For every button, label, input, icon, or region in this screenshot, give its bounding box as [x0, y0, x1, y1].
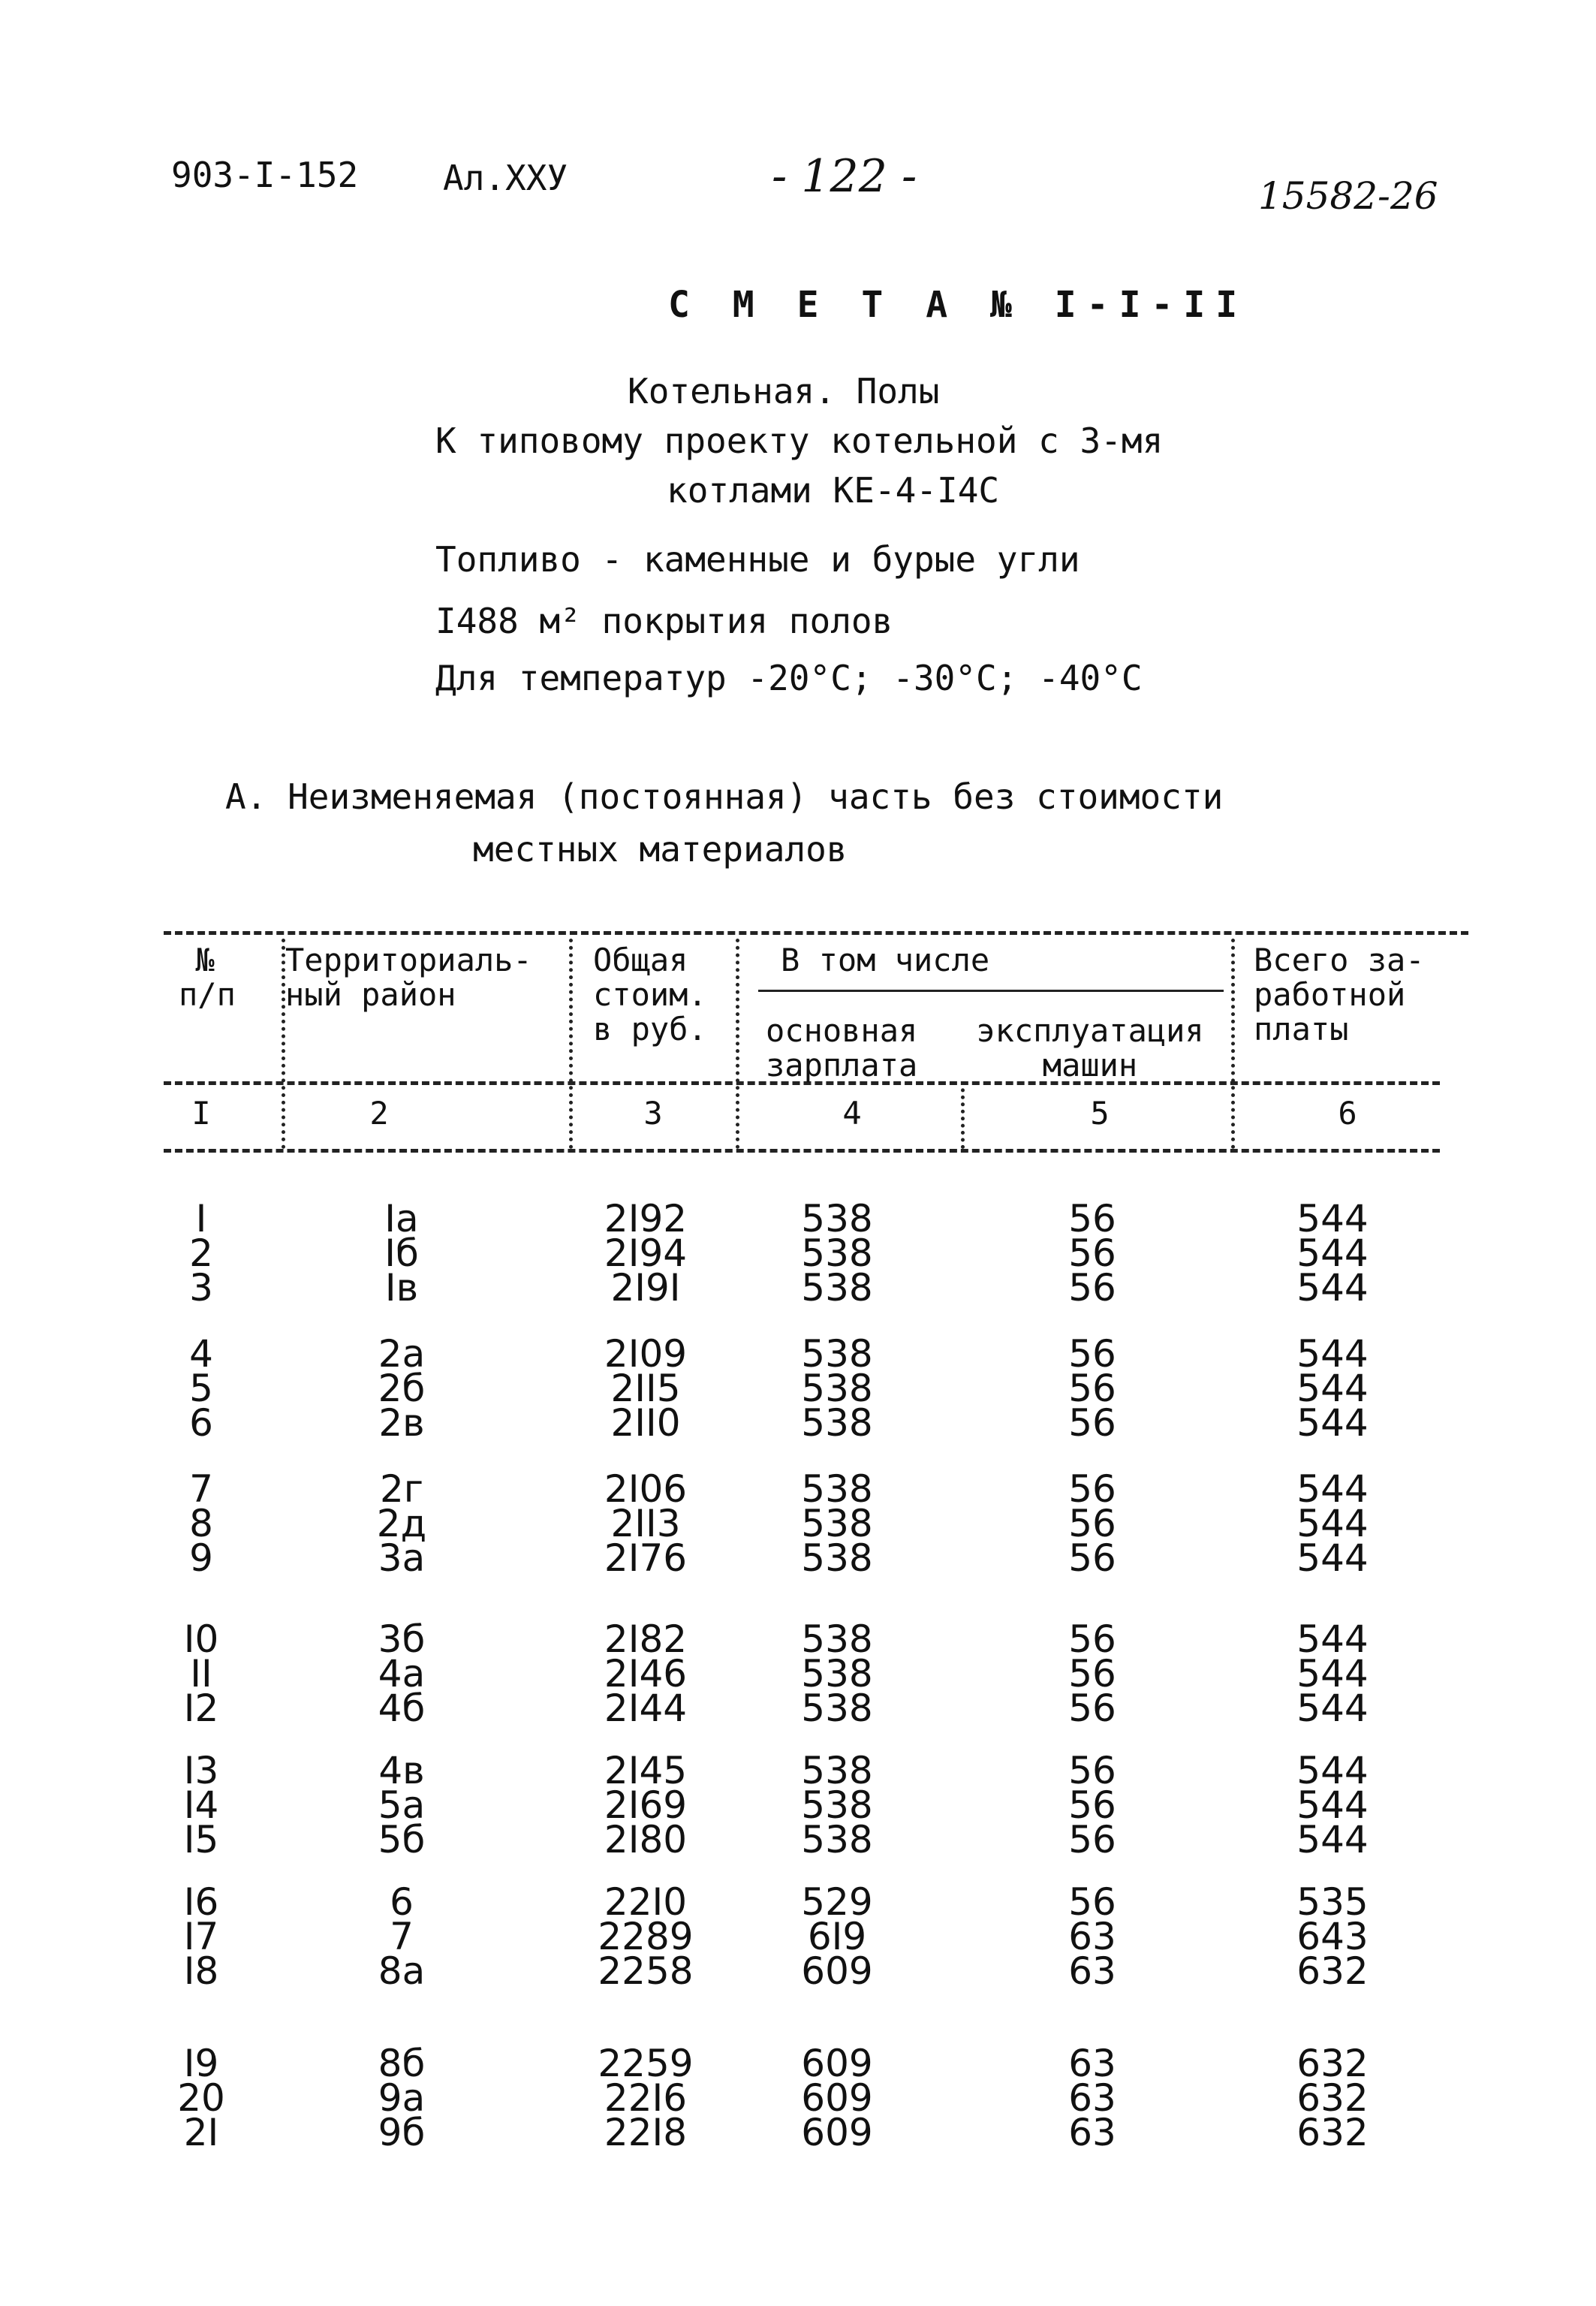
- table-row-value: 544: [1296, 1467, 1369, 1511]
- table-row-value: 544: [1296, 1652, 1369, 1696]
- table-row-value: 9б: [378, 2111, 426, 2154]
- table-row-value: 63: [1068, 1915, 1116, 1958]
- cell-region: [338, 2042, 465, 2154]
- section-heading-cont: местных материалов: [473, 829, 848, 870]
- cell-row-number: [164, 1332, 239, 1445]
- table-row-value: 56: [1068, 1502, 1116, 1545]
- table-row-value: 2II3: [610, 1502, 681, 1545]
- table-row-value: 2а: [378, 1332, 426, 1376]
- cell-base-wage: [781, 1880, 893, 1993]
- cell-total-pay: [1276, 1197, 1389, 1310]
- table-row-value: 609: [801, 2076, 873, 2120]
- cell-total-pay: [1276, 2042, 1389, 2154]
- column-numbers-rule: [164, 1149, 1440, 1153]
- table-row-value: 538: [801, 1687, 873, 1730]
- table-row-value: 2I44: [604, 1687, 688, 1730]
- table-row-value: 2II0: [610, 1401, 681, 1445]
- cell-machine-operation: [1036, 1197, 1149, 1310]
- table-row-value: 56: [1068, 1266, 1116, 1310]
- cell-region: [338, 1617, 465, 1730]
- table-row-value: 2г: [379, 1467, 424, 1511]
- table-row-value: 56: [1068, 1536, 1116, 1580]
- table-row-value: 4: [189, 1332, 213, 1376]
- table-row-value: 63: [1068, 2042, 1116, 2085]
- table-row-value: 544: [1296, 1401, 1369, 1445]
- table-row-value: 5б: [378, 1818, 426, 1861]
- table-row-value: I0: [183, 1617, 219, 1661]
- table-row-value: 2I94: [604, 1231, 688, 1275]
- table-row-value: 2II5: [610, 1367, 681, 1410]
- cell-region: [338, 1197, 465, 1310]
- table-row-value: 544: [1296, 1231, 1369, 1275]
- table-row-value: I2: [183, 1687, 219, 1730]
- table-row-value: 632: [1296, 1949, 1369, 1993]
- table-row-value: 4в: [378, 1749, 425, 1792]
- table-row-value: 3а: [378, 1536, 426, 1580]
- column-number: 5: [1090, 1095, 1110, 1132]
- column-number: I: [191, 1095, 211, 1132]
- table-row-value: 538: [801, 1502, 873, 1545]
- table-row-value: 56: [1068, 1783, 1116, 1827]
- cell-row-number: [164, 1749, 239, 1861]
- table-row-value: 63: [1068, 1949, 1116, 1993]
- table-row-value: 2I92: [604, 1197, 688, 1240]
- table-row-value: 56: [1068, 1231, 1116, 1275]
- section-heading: А. Неизменяемая (постоянная) часть без стоимости: [225, 776, 1224, 817]
- table-row-value: 4а: [378, 1652, 426, 1696]
- table-row-value: 5а: [378, 1783, 426, 1827]
- cell-base-wage: [781, 1332, 893, 1445]
- table-row-value: 22I8: [604, 2111, 688, 2154]
- table-row-value: 609: [801, 2042, 873, 2085]
- table-row-value: 2: [189, 1231, 213, 1275]
- cell-region: [338, 1880, 465, 1993]
- header-base-wage: основная зарплата: [766, 1012, 918, 1084]
- table-row-value: 538: [801, 1617, 873, 1661]
- table-row-value: 544: [1296, 1197, 1369, 1240]
- column-number: 6: [1338, 1095, 1357, 1132]
- table-row-value: 2I9I: [610, 1266, 681, 1310]
- table-row-value: 56: [1068, 1332, 1116, 1376]
- table-row-value: 544: [1296, 1617, 1369, 1661]
- cell-row-number: [164, 1880, 239, 1993]
- table-row-value: 538: [801, 1401, 873, 1445]
- table-row-value: 63: [1068, 2076, 1116, 2120]
- table-row-value: 544: [1296, 1749, 1369, 1792]
- table-row-value: 56: [1068, 1749, 1116, 1792]
- table-row-value: 56: [1068, 1687, 1116, 1730]
- table-row-value: 2I: [183, 2111, 219, 2154]
- table-row-value: 544: [1296, 1502, 1369, 1545]
- sheet-code: 15582-26: [1258, 174, 1438, 218]
- table-row-value: 20: [177, 2076, 225, 2120]
- table-row-value: 56: [1068, 1467, 1116, 1511]
- group-header-rule: [758, 990, 1224, 992]
- table-row-value: 609: [801, 1949, 873, 1993]
- table-row-value: 8: [189, 1502, 213, 1545]
- table-row-value: 2258: [598, 1949, 694, 1993]
- table-row-value: 538: [801, 1467, 873, 1511]
- cell-base-wage: [781, 1617, 893, 1730]
- table-row-value: 6I9: [807, 1915, 867, 1958]
- cell-total-cost: [578, 1197, 713, 1310]
- cell-total-pay: [1276, 1467, 1389, 1580]
- page-number: - 122 -: [772, 150, 917, 203]
- table-row-value: 538: [801, 1367, 873, 1410]
- table-row-value: I3: [183, 1749, 219, 1792]
- table-row-value: 9: [189, 1536, 213, 1580]
- table-row-value: 2I46: [604, 1652, 688, 1696]
- cell-total-cost: [578, 1880, 713, 1993]
- estimate-title: С М Е Т А № I-I-II: [668, 284, 1248, 326]
- table-row-value: 3б: [378, 1617, 426, 1661]
- table-row-value: 544: [1296, 1266, 1369, 1310]
- cell-total-cost: [578, 1332, 713, 1445]
- table-row-value: 538: [801, 1231, 873, 1275]
- table-row-value: 2289: [598, 1915, 694, 1958]
- table-row-value: 2I80: [604, 1818, 688, 1861]
- album-label: Ал.XXУ: [443, 158, 568, 198]
- table-row-value: 632: [1296, 2042, 1369, 2085]
- table-row-value: 544: [1296, 1818, 1369, 1861]
- table-row-value: 9а: [378, 2076, 426, 2120]
- cell-region: [338, 1332, 465, 1445]
- table-row-value: 643: [1296, 1915, 1369, 1958]
- table-row-value: 538: [801, 1536, 873, 1580]
- header-group-including: В том числе: [781, 942, 990, 978]
- table-row-value: 56: [1068, 1880, 1116, 1924]
- cell-total-pay: [1276, 1880, 1389, 1993]
- table-row-value: 538: [801, 1266, 873, 1310]
- table-row-value: I: [195, 1197, 207, 1240]
- cell-total-pay: [1276, 1749, 1389, 1861]
- cell-base-wage: [781, 1197, 893, 1310]
- table-row-value: 2I76: [604, 1536, 688, 1580]
- table-row-value: I9: [183, 2042, 219, 2085]
- cell-base-wage: [781, 2042, 893, 2154]
- table-row-value: 2259: [598, 2042, 694, 2085]
- cell-machine-operation: [1036, 1617, 1149, 1730]
- column-number: 3: [643, 1095, 663, 1132]
- table-row-value: 544: [1296, 1536, 1369, 1580]
- cell-region: [338, 1749, 465, 1861]
- cell-row-number: [164, 1197, 239, 1310]
- table-row-value: 56: [1068, 1617, 1116, 1661]
- table-row-value: 2I06: [604, 1467, 688, 1511]
- table-row-value: I6: [183, 1880, 219, 1924]
- table-row-value: 544: [1296, 1687, 1369, 1730]
- cell-machine-operation: [1036, 1332, 1149, 1445]
- table-row-value: 56: [1068, 1197, 1116, 1240]
- table-row-value: 2в: [378, 1401, 425, 1445]
- table-row-value: 538: [801, 1652, 873, 1696]
- table-row-value: I7: [183, 1915, 219, 1958]
- table-row-value: 6: [189, 1401, 213, 1445]
- table-row-value: 56: [1068, 1652, 1116, 1696]
- table-row-value: 609: [801, 2111, 873, 2154]
- table-row-value: 63: [1068, 2111, 1116, 2154]
- table-row-value: 2д: [376, 1502, 427, 1545]
- table-row-value: Iв: [384, 1266, 419, 1310]
- table-row-value: 2I09: [604, 1332, 688, 1376]
- table-row-value: 632: [1296, 2111, 1369, 2154]
- table-row-value: 5: [189, 1367, 213, 1410]
- column-separator: [961, 1081, 965, 1149]
- table-row-value: 8а: [378, 1949, 426, 1993]
- table-row-value: 6: [390, 1880, 414, 1924]
- header-col-number: № п/п: [179, 942, 236, 1013]
- table-row-value: 22I0: [604, 1880, 688, 1924]
- cell-total-cost: [578, 2042, 713, 2154]
- table-row-value: I8: [183, 1949, 219, 1993]
- table-row-value: 2б: [378, 1367, 426, 1410]
- table-row-value: 56: [1068, 1818, 1116, 1861]
- cell-row-number: [164, 2042, 239, 2154]
- table-row-value: 538: [801, 1783, 873, 1827]
- table-row-value: I5: [183, 1818, 219, 1861]
- table-row-value: 2I45: [604, 1749, 688, 1792]
- table-row-value: 538: [801, 1197, 873, 1240]
- table-top-rule: [164, 931, 1468, 935]
- table-row-value: Iа: [384, 1197, 419, 1240]
- cell-row-number: [164, 1617, 239, 1730]
- column-separator: [569, 939, 573, 1149]
- column-separator: [1231, 939, 1235, 1149]
- cell-machine-operation: [1036, 1749, 1149, 1861]
- table-row-value: 535: [1296, 1880, 1369, 1924]
- column-number: 4: [842, 1095, 862, 1132]
- table-row-value: 2I69: [604, 1783, 688, 1827]
- table-row-value: 3: [189, 1266, 213, 1310]
- project-line-1: К типовому проекту котельной с 3-мя: [435, 421, 1164, 461]
- table-row-value: 544: [1296, 1367, 1369, 1410]
- cell-row-number: [164, 1467, 239, 1580]
- header-region: Территориаль- ный район: [285, 942, 532, 1013]
- table-row-value: 538: [801, 1332, 873, 1376]
- cell-base-wage: [781, 1467, 893, 1580]
- area-line: I488 м² покрытия полов: [435, 601, 893, 641]
- table-row-value: Iб: [384, 1231, 419, 1275]
- table-row-value: 7: [189, 1467, 213, 1511]
- cell-base-wage: [781, 1749, 893, 1861]
- table-row-value: 56: [1068, 1367, 1116, 1410]
- table-row-value: 7: [390, 1915, 414, 1958]
- cell-total-cost: [578, 1749, 713, 1861]
- table-row-value: 529: [801, 1880, 873, 1924]
- header-machine-operation: эксплуатация машин: [976, 1012, 1204, 1084]
- table-row-value: 544: [1296, 1332, 1369, 1376]
- table-row-value: 538: [801, 1818, 873, 1861]
- table-row-value: 632: [1296, 2076, 1369, 2120]
- cell-machine-operation: [1036, 1880, 1149, 1993]
- document-code: 903-I-152: [171, 155, 359, 195]
- fuel-line: Топливо - каменные и бурые угли: [435, 539, 1080, 580]
- cell-machine-operation: [1036, 1467, 1149, 1580]
- table-row-value: 8б: [378, 2042, 426, 2085]
- table-row-value: 22I6: [604, 2076, 688, 2120]
- table-row-value: 4б: [378, 1687, 426, 1730]
- table-row-value: 544: [1296, 1783, 1369, 1827]
- cell-total-pay: [1276, 1332, 1389, 1445]
- header-total-pay: Всего за- работной платы: [1254, 942, 1425, 1047]
- cell-total-cost: [578, 1467, 713, 1580]
- table-row-value: II: [190, 1652, 212, 1696]
- cell-total-pay: [1276, 1617, 1389, 1730]
- header-total-cost: Общая стоим. в руб.: [593, 942, 707, 1047]
- column-separator: [736, 939, 739, 1149]
- table-row-value: 56: [1068, 1401, 1116, 1445]
- table-row-value: I4: [183, 1783, 219, 1827]
- cell-region: [338, 1467, 465, 1580]
- estimate-subject: Котельная. Полы: [628, 371, 940, 411]
- project-line-2: котлами КЕ-4-I4С: [667, 470, 1000, 511]
- table-row-value: 538: [801, 1749, 873, 1792]
- column-number: 2: [369, 1095, 389, 1132]
- table-row-value: 2I82: [604, 1617, 688, 1661]
- cell-machine-operation: [1036, 2042, 1149, 2154]
- cell-total-cost: [578, 1617, 713, 1730]
- temperature-line: Для температур -20°С; -30°С; -40°С: [435, 658, 1143, 698]
